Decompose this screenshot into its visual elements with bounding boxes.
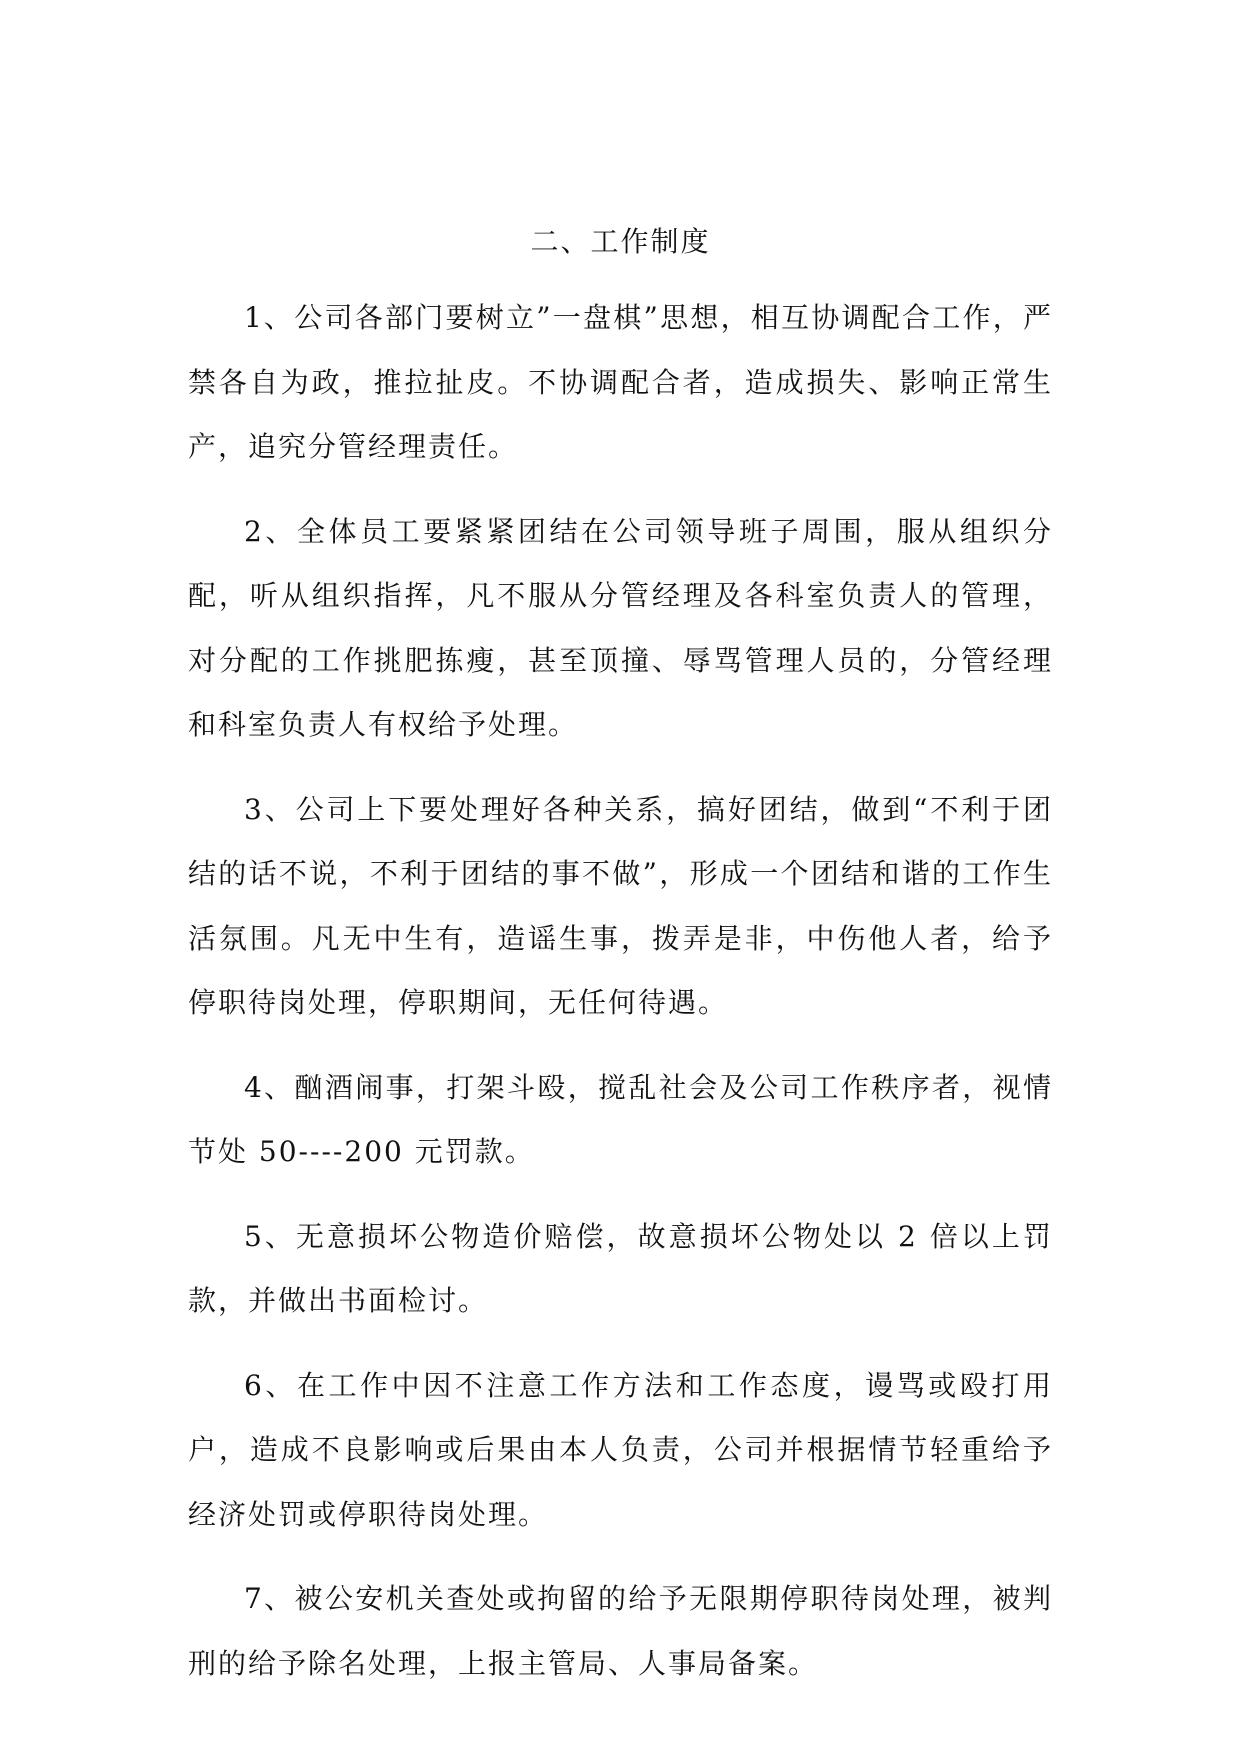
rule-item-4: 4、酗酒闹事，打架斗殴，搅乱社会及公司工作秩序者，视情节处 50----200 元罚款。: [188, 1070, 1053, 1168]
rules-list: [188, 286, 1053, 1716]
rule-item-6: 6、在工作中因不注意工作方法和工作态度，谩骂或殴打用户，造成不良影响或后果由本人负责，公司并根据情节轻重给予经济处罚或停职待岗处理。: [188, 1368, 1053, 1531]
rule-item-1: 1、公司各部门要树立”一盘棋”思想，相互协调配合工作，严禁各自为政，推拉扯皮。不协调配合者，造成损失、影响正常生产，追究分管经理责任。: [188, 301, 1053, 463]
page-title: 二、工作制度: [530, 225, 711, 258]
rule-item-2: 2、全体员工要紧紧团结在公司领导班子周围，服从组织分配，听从组织指挥，凡不服从分管经理及各科室负责人的管理，对分配的工作挑肥拣瘦，甚至顶撞、辱骂管理人员的，分管经理和科室负责人有权给予处理。: [188, 514, 1053, 741]
rule-item-5: 5、无意损坏公物造价赔偿，故意损坏公物处以 2 倍以上罚款，并做出书面检讨。: [188, 1219, 1053, 1317]
rule-item-3: 3、公司上下要处理好各种关系，搞好团结，做到“不利于团结的话不说，不利于团结的事不做”，形成一个团结和谐的工作生活氛围。凡无中生有，造谣生事，拨弄是非，中伤他人者，给予停职待岗处理，停职期间，无任何待遇。: [188, 792, 1053, 1019]
rule-item-7: 7、被公安机关查处或拘留的给予无限期停职待岗处理，被判刑的给予除名处理，上报主管局、人事局备案。: [188, 1582, 1053, 1680]
